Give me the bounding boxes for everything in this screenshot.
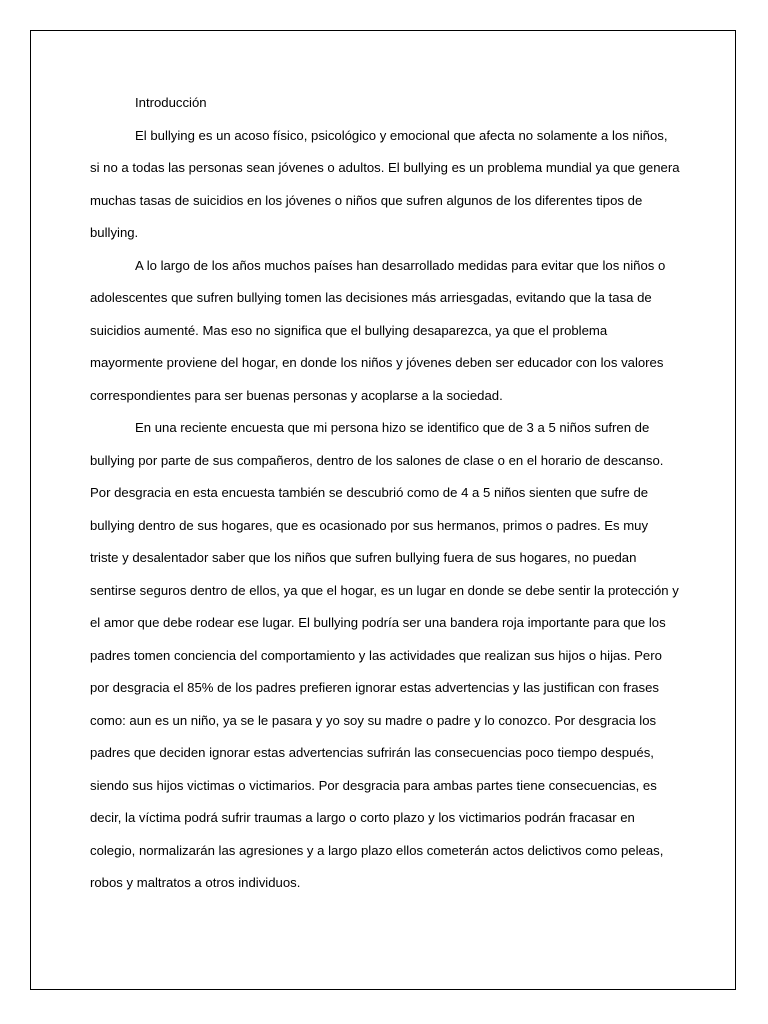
document-page xyxy=(30,30,736,990)
document-body xyxy=(90,87,680,900)
paragraph-2: A lo largo de los años muchos países han desarrollado medidas para evitar que los niños o adolescentes que sufren bullying tomen las decisiones más arriesgadas, evitando que la tasa de suicidios aumenté. Mas eso no significa que el bullying desaparezca, ya que el problema mayormente proviene del hogar, en donde los niños y jóvenes deben ser educador con los valores correspondientes para ser buenas personas y acoplarse a la sociedad. xyxy=(90,257,666,403)
paragraph-1: El bullying es un acoso físico, psicológico y emocional que afecta no solamente a los niños, si no a todas las personas sean jóvenes o adultos. El bullying es un problema mundial ya que genera muchas tasas de suicidios en los jóvenes o niños que sufren algunos de los diferentes tipos de bullying. xyxy=(90,127,680,240)
document-title: Introducción xyxy=(135,95,207,110)
paragraph-3: En una reciente encuesta que mi persona hizo se identifico que de 3 a 5 niños sufren de bullying por parte de sus compañeros, dentro de los salones de clase o en el horario de descanso. Por desgracia en esta encuesta también se descubrió como de 4 a 5 niños sienten que sufre de bullying dentro de sus hogares, que es ocasionado por sus hermanos, primos o padres. Es muy triste y desalentador saber que los niños que sufren bullying fuera de sus hogares, no puedan sentirse seguros dentro de ellos, ya que el hogar, es un lugar en donde se debe sentir la protección y el amor que debe rodear ese lugar. El bullying podría ser una bandera roja importante para que los padres tomen conciencia del comportamiento y las actividades que realizan sus hijos o hijas. Pero por desgracia el 85% de los padres prefieren ignorar estas advertencias y las justifican con frases como: aun es un niño, ya se le pasara y yo soy su madre o padre y lo conozco. Por desgracia los padres que deciden ignorar estas advertencias sufrirán las consecuencias poco tiempo después, siendo sus hijos victimas o victimarios. Por desgracia para ambas partes tiene consecuencias, es decir, la víctima podrá sufrir traumas a largo o corto plazo y los victimarios podrán fracasar en colegio, normalizarán las agresiones y a largo plazo ellos cometerán actos delictivos como peleas, robos y maltratos a otros individuos. xyxy=(90,420,679,890)
